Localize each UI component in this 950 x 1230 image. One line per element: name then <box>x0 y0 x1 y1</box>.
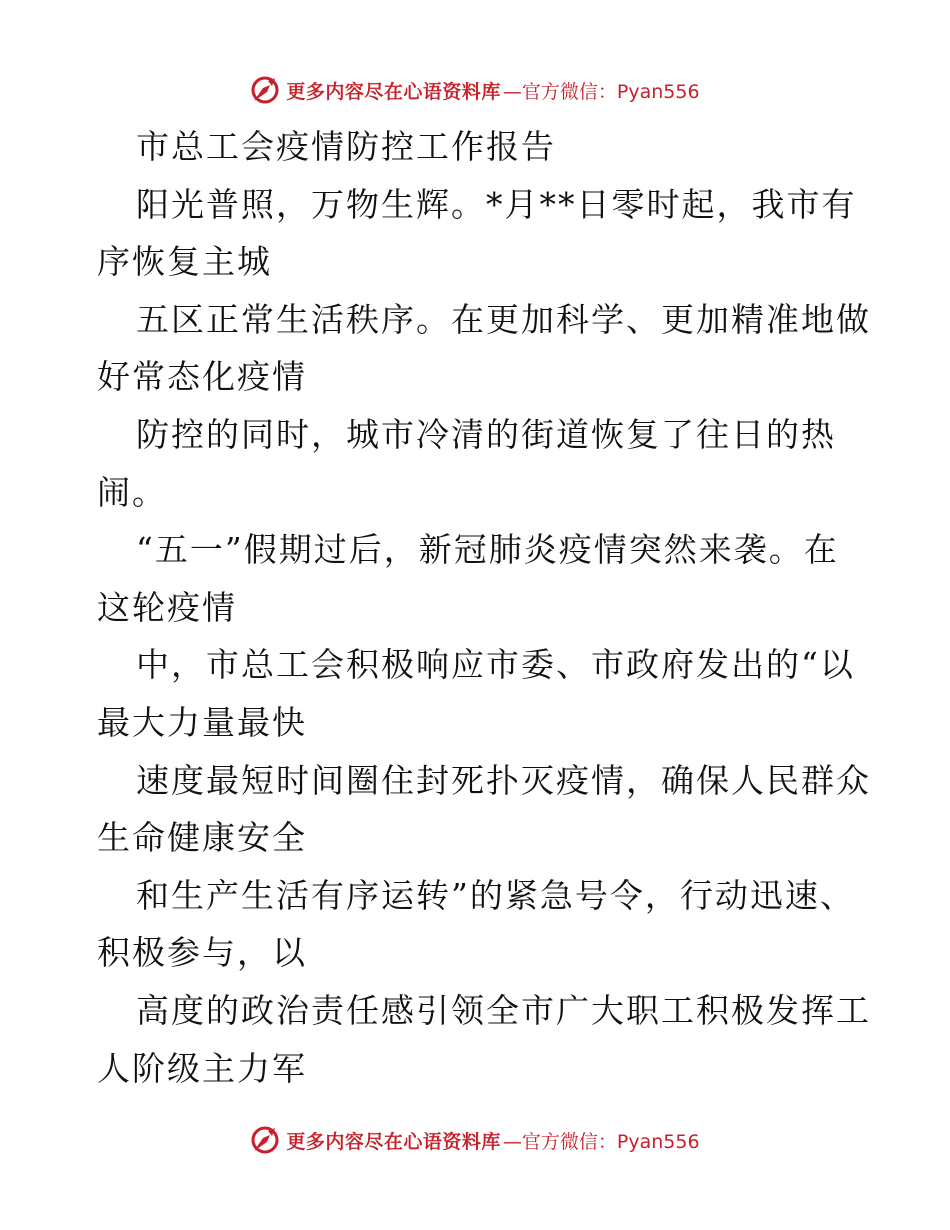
paragraph-line: 和生产生活有序运转”的紧急号令，行动迅速、 <box>136 875 855 915</box>
banner-wechat-text: —官方微信：Pyan556 <box>502 80 700 103</box>
pen-nib-circle-icon <box>250 1125 280 1155</box>
paragraph-line: 人阶级主力军 <box>97 1048 307 1088</box>
pen-nib-circle-icon <box>250 75 280 105</box>
paragraph-line: 闹。 <box>97 472 167 512</box>
paragraph-line: “五一”假期过后，新冠肺炎疫情突然来袭。在 <box>136 530 839 570</box>
document-body <box>97 118 871 1097</box>
paragraph-line: 积极参与，以 <box>97 933 307 973</box>
paragraph-line: 这轮疫情 <box>97 587 237 627</box>
banner-promo-text: 更多内容尽在心语资料库 <box>286 1130 501 1153</box>
paragraph-line: 防控的同时，城市冷清的街道恢复了往日的热 <box>136 414 836 454</box>
banner-promo-text: 更多内容尽在心语资料库 <box>286 80 501 103</box>
paragraph-line: 最大力量最快 <box>97 702 307 742</box>
paragraph-line: 阳光普照，万物生辉。*月**日零时起，我市有 <box>136 184 857 224</box>
document-title: 市总工会疫情防控工作报告 <box>136 127 556 166</box>
banner-wechat-text: —官方微信：Pyan556 <box>502 1130 700 1153</box>
paragraph-line: 高度的政治责任感引领全市广大职工积极发挥工 <box>136 990 871 1030</box>
paragraph-line: 好常态化疫情 <box>97 357 307 397</box>
paragraph-line: 中，市总工会积极响应市委、市政府发出的“以 <box>136 645 855 685</box>
paragraph-line: 序恢复主城 <box>97 242 272 282</box>
footer-banner <box>0 1122 950 1158</box>
paragraph-line: 五区正常生活秩序。在更加科学、更加精准地做 <box>136 299 871 339</box>
paragraph-line: 生命健康安全 <box>97 818 307 858</box>
header-banner <box>0 72 950 108</box>
paragraph-line: 速度最短时间圈住封死扑灭疫情，确保人民群众 <box>136 760 871 800</box>
